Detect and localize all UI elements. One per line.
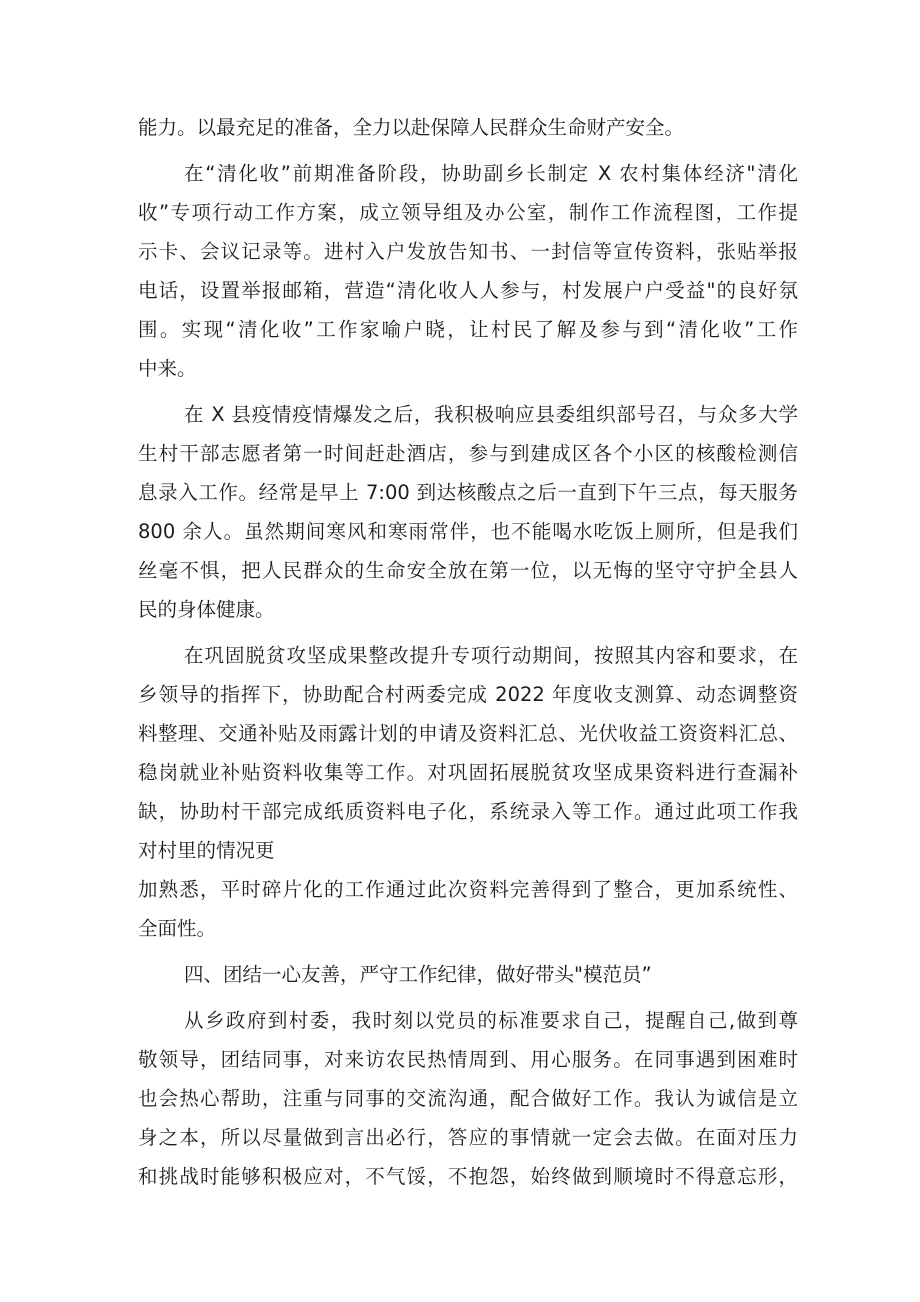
- paragraph-line: 缺，协助村干部完成纸质资料电子化，系统录入等工作。通过此项工作我: [138, 800, 798, 823]
- paragraph-line: 全面性。: [138, 917, 217, 940]
- paragraph-line: 身之本，所以尽量做到言出必行，答应的事情就一定会去做。在面对压力: [138, 1126, 798, 1149]
- paragraph-line: 对村里的情况更: [138, 839, 275, 862]
- paragraph-line: 乡领导的指挥下，协助配合村两委完成 2022 年度收支测算、动态调整资: [138, 683, 798, 706]
- paragraph-line: 丝毫不惧，把人民群众的生命安全放在第一位，以无悔的坚守守护全县人: [138, 559, 798, 582]
- paragraph-line: 中来。: [138, 357, 197, 380]
- document-body: [138, 108, 798, 1196]
- paragraph-line: 民的身体健康。: [138, 598, 275, 621]
- paragraph-line: 和挑战时能够积极应对，不气馁，不抱怨，始终做到顺境时不得意忘形，: [138, 1165, 798, 1188]
- paragraph-line: 能力。以最充足的准备，全力以赴保障人民群众生命财产安全。: [138, 116, 685, 139]
- paragraph-line: 稳岗就业补贴资料收集等工作。对巩固拓展脱贫攻坚成果资料进行查漏补: [138, 761, 798, 784]
- paragraph-line: 从乡政府到村委，我时刻以党员的标准要求自己，提醒自己,做到尊: [184, 1009, 798, 1032]
- paragraph-line: 息录入工作。经常是早上 7:00 到达核酸点之后一直到下午三点，每天服务: [138, 481, 798, 504]
- paragraph-line: 收”专项行动工作方案，成立领导组及办公室，制作工作流程图，工作提: [138, 201, 798, 224]
- paragraph-line: 在 X 县疫情疫情爆发之后，我积极响应县委组织部号召，与众多大学: [184, 403, 798, 426]
- paragraph-line: 敬领导，团结同事，对来访农民热情周到、用心服务。在同事遇到困难时: [138, 1048, 798, 1071]
- paragraph-line: 在“清化收”前期准备阶段，协助副乡长制定 X 农村集体经济"清化: [184, 162, 798, 185]
- paragraph-line: 也会热心帮助，注重与同事的交流沟通，配合做好工作。我认为诚信是立: [138, 1087, 798, 1110]
- section-heading: 四、团结一心友善，严守工作纪律，做好带头"模范员”: [184, 963, 652, 986]
- paragraph-line: 在巩固脱贫攻坚成果整改提升专项行动期间，按照其内容和要求，在: [184, 644, 798, 667]
- paragraph-line: 围。实现“清化收”工作家喻户晓，让村民了解及参与到“清化收”工作: [138, 318, 798, 341]
- paragraph-line: 料整理、交通补贴及雨露计划的申请及资料汇总、光伏收益工资资料汇总、: [138, 722, 798, 745]
- paragraph-line: 生村干部志愿者第一时间赶赴酒店，参与到建成区各个小区的核酸检测信: [138, 442, 798, 465]
- paragraph-line: 加熟悉，平时碎片化的工作通过此次资料完善得到了整合，更加系统性、: [138, 878, 798, 901]
- paragraph-line: 示卡、会议记录等。进村入户发放告知书、一封信等宣传资料，张贴举报: [138, 240, 798, 263]
- paragraph-line: 800 余人。虽然期间寒风和寒雨常伴，也不能喝水吃饭上厕所，但是我们: [138, 520, 798, 543]
- paragraph-line: 电话，设置举报邮箱，营造“清化收人人参与，村发展户户受益"的良好氛: [138, 279, 798, 302]
